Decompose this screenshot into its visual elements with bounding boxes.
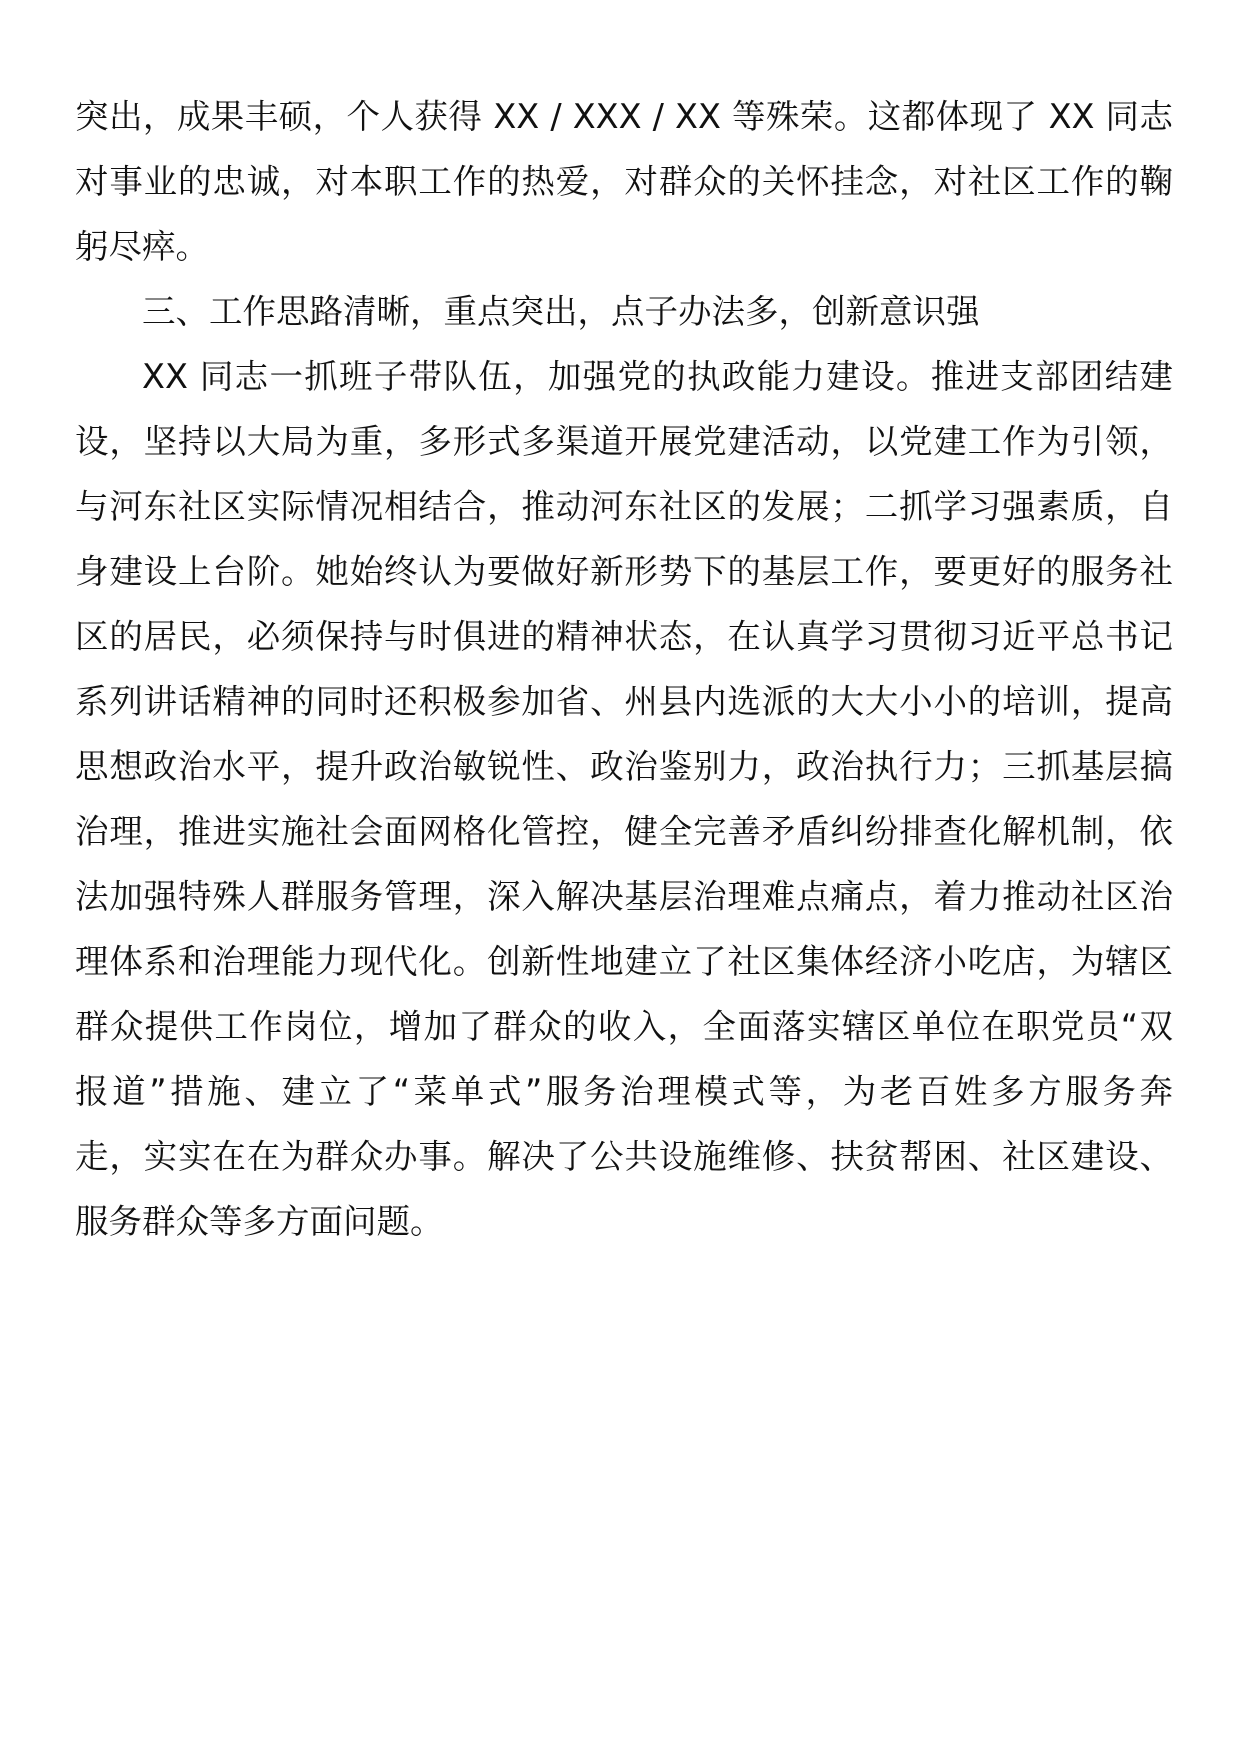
text-line: 系列讲话精神的同时还积极参加省、州县内选派的大大小小的培训，提高 (75, 682, 1173, 721)
text-line: 走，实实在在为群众办事。解决了公共设施维修、扶贫帮困、社区建设、 (75, 1137, 1173, 1176)
document-body (75, 84, 1173, 1254)
text-line: XX 同志一抓班子带队伍，加强党的执政能力建设。推进支部团结建 (142, 357, 1173, 396)
text-line: 报道”措施、建立了“菜单式”服务治理模式等，为老百姓多方服务奔 (75, 1072, 1173, 1111)
text-line: 法加强特殊人群服务管理，深入解决基层治理难点痛点，着力推动社区治 (75, 877, 1173, 916)
text-line: 治理，推进实施社会面网格化管控，健全完善矛盾纠纷排查化解机制，依 (75, 812, 1173, 851)
text-line: 对事业的忠诚，对本职工作的热爱，对群众的关怀挂念，对社区工作的鞠 (75, 162, 1173, 201)
text-line: 突出，成果丰硕，个人获得 XX / XXX / XX 等殊荣。这都体现了 XX 同志 (75, 97, 1173, 136)
text-line: 思想政治水平，提升政治敏锐性、政治鉴别力，政治执行力；三抓基层搞 (75, 747, 1173, 786)
text-line: 设，坚持以大局为重，多形式多渠道开展党建活动，以党建工作为引领， (75, 422, 1173, 461)
text-line: 与河东社区实际情况相结合，推动河东社区的发展；二抓学习强素质，自 (75, 487, 1173, 526)
text-line: 身建设上台阶。她始终认为要做好新形势下的基层工作，要更好的服务社 (75, 552, 1173, 591)
paragraph-work-approach (75, 344, 1173, 1254)
text-line: 理体系和治理能力现代化。创新性地建立了社区集体经济小吃店，为辖区 (75, 942, 1173, 981)
section-heading: 三、工作思路清晰，重点突出，点子办法多，创新意识强 (142, 292, 980, 331)
text-line: 群众提供工作岗位，增加了群众的收入，全面落实辖区单位在职党员“双 (75, 1007, 1173, 1046)
text-line: 服务群众等多方面问题。 (75, 1202, 444, 1241)
text-line: 躬尽瘁。 (75, 227, 209, 266)
paragraph-achievements (75, 84, 1173, 279)
text-line: 区的居民，必须保持与时俱进的精神状态，在认真学习贯彻习近平总书记 (75, 617, 1173, 656)
